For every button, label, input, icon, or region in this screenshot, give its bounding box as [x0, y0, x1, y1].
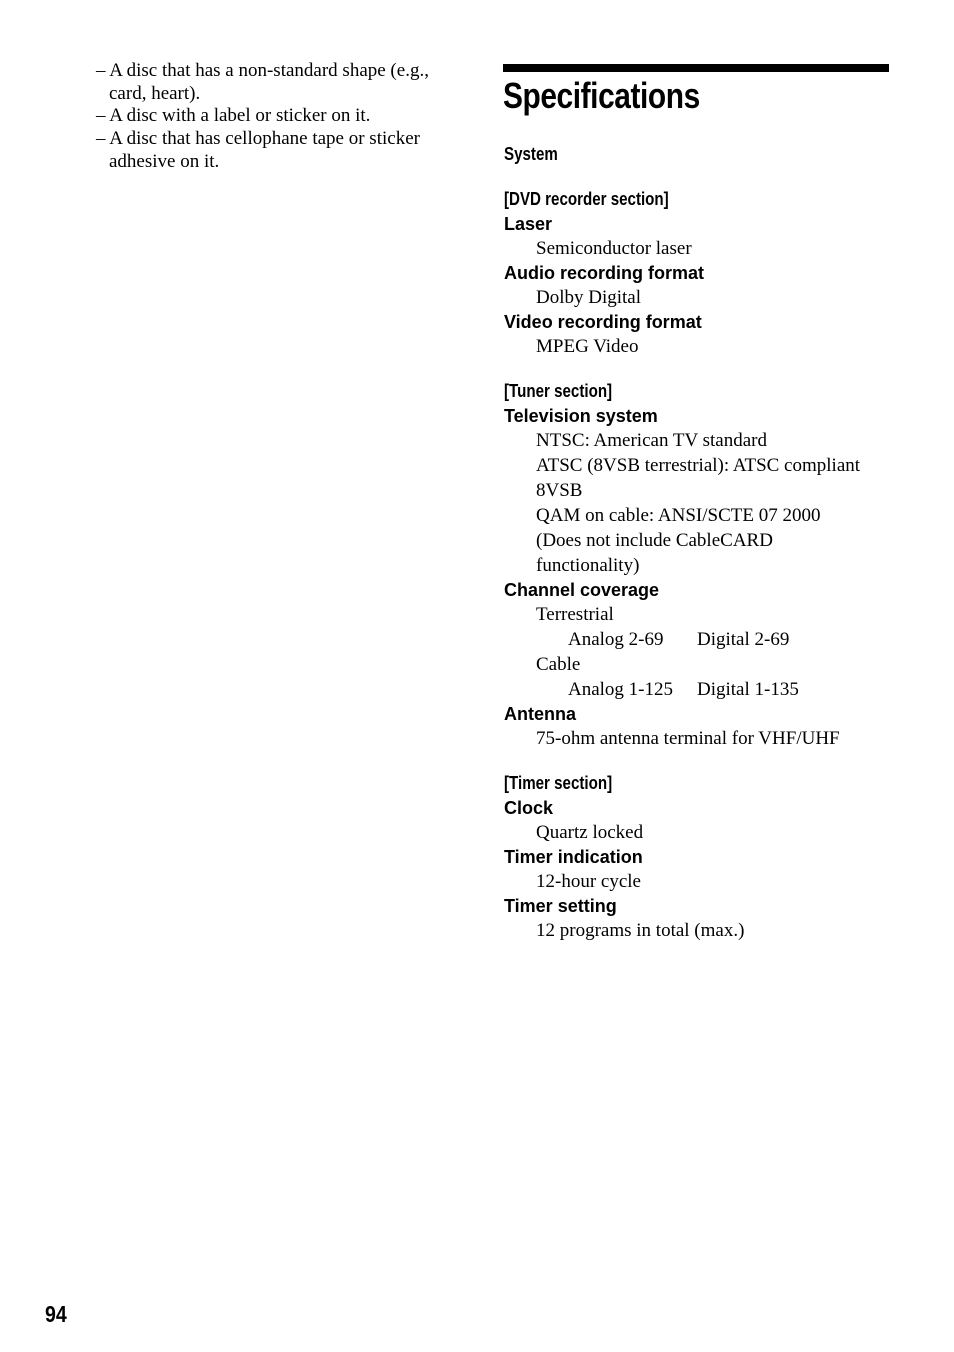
title-rule	[503, 64, 889, 72]
system-heading: System	[504, 144, 558, 164]
bullet-cellophane-tape: – A disc that has cellophane tape or sticker	[96, 128, 420, 149]
bullet-nonstandard-shape-cont: card, heart).	[109, 83, 201, 104]
bullet-label-sticker: – A disc with a label or sticker on it.	[96, 105, 371, 126]
clock-label: Clock	[504, 798, 554, 818]
timer-indication-value: 12-hour cycle	[536, 871, 641, 892]
laser-label: Laser	[504, 214, 553, 234]
terrestrial-analog: Analog 2-69	[568, 629, 664, 650]
audio-format-label: Audio recording format	[504, 263, 705, 283]
tv-system-line: (Does not include CableCARD	[536, 530, 773, 551]
terrestrial-digital: Digital 2-69	[697, 629, 790, 650]
timer-indication-label: Timer indication	[504, 847, 643, 867]
antenna-label: Antenna	[504, 704, 576, 724]
terrestrial-label: Terrestrial	[536, 604, 614, 625]
timer-setting-value: 12 programs in total (max.)	[536, 920, 745, 941]
tv-system-line: NTSC: American TV standard	[536, 430, 767, 451]
antenna-value: 75-ohm antenna terminal for VHF/UHF	[536, 728, 840, 749]
timer-setting-label: Timer setting	[504, 896, 617, 916]
cable-label: Cable	[536, 654, 581, 675]
tv-system-line: 8VSB	[536, 480, 583, 501]
cable-analog: Analog 1-125	[568, 679, 674, 700]
tuner-section-heading: [Tuner section]	[504, 381, 613, 401]
timer-section-heading: [Timer section]	[504, 773, 613, 793]
audio-format-value: Dolby Digital	[536, 287, 642, 308]
cable-digital: Digital 1-135	[697, 679, 799, 700]
page-number: 94	[45, 1301, 67, 1327]
laser-value: Semiconductor laser	[536, 238, 692, 259]
video-format-value: MPEG Video	[536, 336, 639, 357]
dvd-section-heading: [DVD recorder section]	[504, 189, 669, 209]
bullet-cellophane-tape-cont: adhesive on it.	[109, 151, 220, 172]
tv-system-label: Television system	[504, 406, 658, 426]
tv-system-line: ATSC (8VSB terrestrial): ATSC compliant	[536, 455, 861, 476]
video-format-label: Video recording format	[504, 312, 702, 332]
page-title: Specifications	[503, 75, 700, 116]
clock-value: Quartz locked	[536, 822, 644, 843]
channel-coverage-label: Channel coverage	[504, 580, 660, 600]
tv-system-line: QAM on cable: ANSI/SCTE 07 2000	[536, 505, 821, 526]
bullet-nonstandard-shape: – A disc that has a non-standard shape (e.g.,	[96, 60, 429, 81]
tv-system-line: functionality)	[536, 555, 640, 576]
